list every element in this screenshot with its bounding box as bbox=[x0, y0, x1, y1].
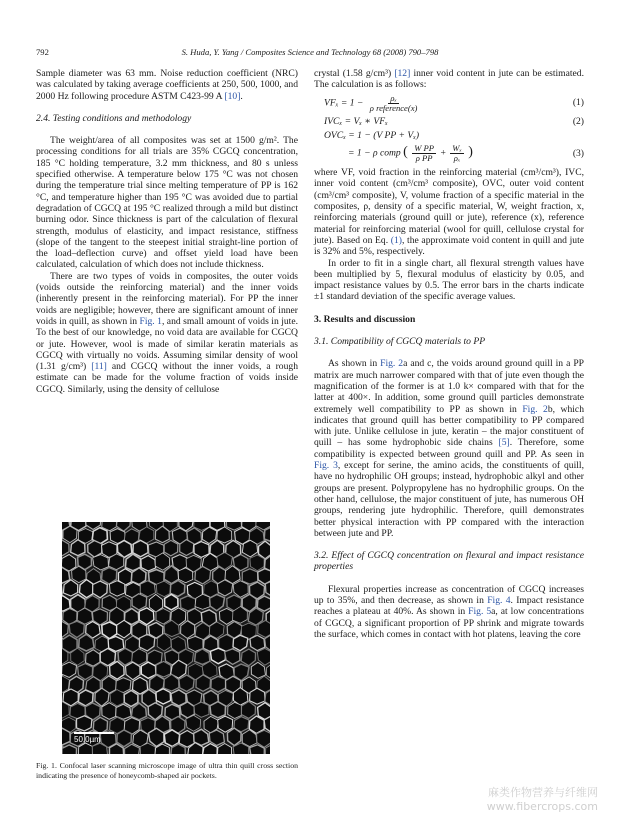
scale-bar bbox=[74, 732, 114, 744]
equation-3a bbox=[314, 130, 584, 141]
air-pocket-cell bbox=[110, 661, 125, 679]
running-title: S. Huda, Y. Yang / Composites Science and Technology 68 (2008) 790–798 bbox=[181, 47, 439, 57]
watermark-line: 麻类作物营养与纤维网 bbox=[488, 786, 598, 799]
honeycomb-pattern bbox=[62, 522, 270, 754]
paragraph-text: Sample diameter was 63 mm. Noise reduction coefficient (NRC) was calculated by taking average coefficients at 250, 500, 1000, and 2000 Hz following procedure ASTM C423-99 A bbox=[36, 68, 298, 102]
paragraph-text: a, at low concentrations of CGCQ, a significant proportion of PP shrink and migrate towards the surface, which comes in contact with hot platens, leaving the core bbox=[314, 606, 584, 640]
air-pocket-cell bbox=[195, 649, 210, 665]
equation-number: (3) bbox=[572, 148, 584, 160]
air-pocket-cell bbox=[156, 581, 171, 597]
fraction bbox=[368, 94, 420, 113]
section-heading: 3. Results and discussion bbox=[314, 313, 416, 325]
paragraph-text: . Impact resistance reaches a plateau at 40%. As shown in bbox=[314, 594, 584, 618]
paren-open: ( bbox=[403, 144, 408, 160]
air-pocket-cell bbox=[62, 540, 69, 555]
air-pocket-cell bbox=[179, 675, 194, 692]
air-pocket-cell bbox=[225, 649, 240, 665]
paragraph-text: where VF, void fraction in the reinforcing material (cm³/cm³), IVC, inner void content (cm³/cm³ composite), OVC, outer void content (cm³/cm³ composite), V, volume fraction of a specific material in the composites, ρ, density of a specific material, W, weight fraction, x, reinforcing materials (ground quill or jute), reference (x), reference material for reinforcing material (wool for quill, cellulose crystal for jute). Based on Eq. bbox=[314, 167, 584, 246]
figure-link[interactable]: Fig. 4 bbox=[487, 594, 511, 606]
air-pocket-cell bbox=[227, 728, 241, 746]
denominator: ρ PP bbox=[415, 153, 433, 164]
left-column bbox=[36, 68, 298, 395]
air-pocket-cell bbox=[100, 648, 115, 665]
air-pocket-cell bbox=[170, 580, 185, 596]
plus-sign: + bbox=[440, 147, 446, 159]
air-pocket-cell bbox=[86, 650, 101, 666]
air-pocket-cell bbox=[219, 608, 233, 624]
air-pocket-cell bbox=[141, 662, 156, 678]
air-pocket-cell bbox=[194, 542, 209, 558]
air-pocket-cell bbox=[180, 596, 195, 611]
air-pocket-cell bbox=[156, 689, 171, 704]
air-pocket-cell bbox=[62, 662, 77, 677]
air-pocket-cell bbox=[164, 540, 178, 556]
right-column bbox=[314, 68, 584, 640]
equation-body: IVCₓ = Vₓ ∗ VFₓ bbox=[324, 115, 388, 127]
numerator: W PP bbox=[414, 143, 435, 154]
page-number: 792 bbox=[36, 47, 49, 57]
air-pocket-cell bbox=[110, 581, 125, 596]
air-pocket-cell bbox=[202, 527, 216, 543]
air-pocket-cell bbox=[139, 634, 154, 651]
site-watermark bbox=[487, 786, 598, 814]
denominator: ρ reference(x) bbox=[369, 102, 418, 113]
figure-caption: Fig. 1. Confocal laser scanning microscope image of ultra thin quill cross section indicating the presence of honeycomb-shaped air pockets. bbox=[36, 761, 298, 780]
air-pocket-cell bbox=[132, 594, 147, 610]
air-pocket-cell bbox=[217, 580, 232, 596]
paragraph-text: a and c, the voids around ground quill in a PP matrix are much narrower compared with that of jute even though the magnification of the former is at 1.0 k× compared with that for the latter at 400×. In addition, some ground quill particles demonstrate extremely well compatibility to PP as shown in bbox=[314, 358, 584, 415]
air-pocket-cell bbox=[156, 609, 170, 625]
air-pocket-cell bbox=[250, 635, 265, 650]
air-pocket-cell bbox=[267, 663, 271, 680]
numerator: Wₓ bbox=[452, 143, 462, 154]
paragraph-text: . bbox=[240, 90, 243, 102]
air-pocket-cell bbox=[233, 635, 248, 650]
citation-link[interactable]: [5] bbox=[498, 437, 510, 449]
equation-number: (1) bbox=[572, 97, 584, 109]
air-pocket-cell bbox=[78, 664, 93, 680]
air-pocket-cell bbox=[118, 648, 133, 665]
citation-link[interactable]: [11] bbox=[91, 361, 107, 373]
subsection-heading: 3.2. Effect of CGCQ concentration on flexural and impact resistance properties bbox=[314, 550, 584, 573]
air-pocket-cell bbox=[62, 745, 77, 754]
air-pocket-cell bbox=[69, 621, 84, 637]
air-pocket-cell bbox=[194, 702, 209, 717]
equation-text: VFₓ = 1 − bbox=[324, 97, 364, 109]
air-pocket-cell bbox=[126, 662, 141, 679]
paragraph bbox=[314, 584, 584, 640]
paragraph bbox=[314, 358, 584, 539]
air-pocket-cell bbox=[209, 730, 224, 745]
air-pocket-cell bbox=[93, 555, 109, 570]
air-pocket-cell bbox=[139, 608, 154, 625]
paragraph-text: , except for serine, the amino acids, the constituents of quill, have no hydrophilic OH groups; instead, hydrophobic alkyl and other groups are present. Polypropylene has no hydrophilic groups. On the other hand, cellulose, the major constituent of jute, has numerous OH groups, rendering jute hydrophilic. Therefore, quill demonstrates better physical interaction with PP compared with the interaction between jute and PP. bbox=[314, 460, 584, 539]
air-pocket-cell bbox=[117, 730, 132, 747]
subsection-heading: 3.1. Compatibility of CGCQ materials to PP bbox=[314, 336, 486, 348]
equation-number: (2) bbox=[572, 115, 584, 127]
paragraph-text: inner void content in jute can be estimated. The calculation is as follows: bbox=[314, 68, 584, 91]
paragraph-text: crystal (1.58 g/cm³) bbox=[314, 68, 395, 79]
air-pocket-cell bbox=[242, 540, 257, 557]
air-pocket-cell bbox=[218, 716, 233, 732]
fraction bbox=[412, 144, 436, 163]
citation-link[interactable]: [10] bbox=[224, 90, 241, 102]
air-pocket-cell bbox=[149, 728, 164, 746]
equation-link[interactable]: (1) bbox=[390, 234, 402, 246]
equation-1 bbox=[314, 94, 584, 113]
air-pocket-cell bbox=[102, 703, 117, 720]
paragraph: In order to fit in a single chart, all flexural strength values have been multiplied by 5, flexural modulus of elasticity by 0.05, and impact resistance values by 0.5. The error bars in the charts indicate ±1 standard deviation of the specific average values. bbox=[314, 257, 584, 303]
section-heading: 2.4. Testing conditions and methodology bbox=[36, 112, 192, 124]
figure-link[interactable]: Fig. 1 bbox=[139, 315, 162, 327]
equation-body bbox=[314, 144, 562, 163]
air-pocket-cell bbox=[210, 648, 225, 664]
paragraph-text: Flexural properties increase as concentration of CGCQ increases up to 35%, and then decrease, as shown in bbox=[314, 583, 584, 606]
equation-3b bbox=[314, 144, 584, 163]
air-pocket-cell bbox=[241, 649, 255, 666]
running-header bbox=[36, 47, 584, 61]
equation-body bbox=[314, 94, 562, 113]
air-pocket-cell bbox=[156, 661, 171, 677]
air-pocket-cell bbox=[210, 594, 225, 610]
air-pocket-cell bbox=[210, 702, 226, 718]
air-pocket-cell bbox=[228, 702, 243, 718]
air-pocket-cell bbox=[265, 581, 270, 598]
citation-link[interactable]: [12] bbox=[394, 68, 411, 79]
air-pocket-cell bbox=[93, 581, 108, 598]
equation-body: OVCₓ = 1 − (V PP + Vₓ) bbox=[324, 129, 420, 141]
equation-text: = 1 − ρ comp bbox=[348, 147, 401, 159]
air-pocket-cell bbox=[242, 569, 257, 584]
paragraph-text: b, which indicates that ground quill has better compatibility to PP compared with jute. Unlike cellulose in jute, keratin – the major constituent of quill – has some hydrophobic side chains bbox=[314, 403, 584, 449]
paragraph bbox=[36, 271, 298, 395]
air-pocket-cell bbox=[251, 662, 265, 678]
figure-link[interactable]: Fig. 2 bbox=[522, 403, 548, 415]
scale-bar-label: 50.0µm bbox=[74, 735, 101, 744]
air-pocket-cell bbox=[217, 744, 231, 755]
paragraph: The weight/area of all composites was set at 1500 g/m². The processing conditions for all trials are 35% CGCQ concentration, 185 °C holding temperature, 3.2 mm thickness, and 80 s unless specified otherwise. A temperature below 175 °C was not chosen during the temperature trial since melting temperature of PP is 162 °C, and temperature higher than 195 °C was avoided due to partial degradation of CGCQ at 195 °C realized through a mild but distinct burning odor. Since thickness is part of the calculation of flexural strength, modulus of elasticity, and impact resistance, stiffness (slope of the tangent to the steepest initial straight-line portion of the load–deflection curve) and offset yield load have been calculated, calculation of which does not include thickness. bbox=[36, 135, 298, 271]
numerator: ρₓ bbox=[390, 92, 397, 103]
paragraph bbox=[314, 68, 584, 91]
denominator: ρₓ bbox=[453, 153, 461, 164]
watermark-line: www.fibercrops.com bbox=[486, 800, 598, 813]
paragraph bbox=[36, 68, 298, 102]
air-pocket-cell bbox=[141, 556, 156, 571]
figure-link[interactable]: Fig. 5 bbox=[468, 606, 492, 618]
figure-link[interactable]: Fig. 2 bbox=[380, 358, 404, 370]
paragraph-text: , and small amount of voids in jute. To the best of our knowledge, no void data are available for CGCQ or jute. However, wool is made of similar keratin materials as CGCQ with virtually no voids. Assuming similar density of wool (1.31 g/cm³) bbox=[36, 315, 298, 373]
paragraph-text: . Therefore, some compatibility is expected between ground quill and PP. As seen in bbox=[314, 437, 584, 460]
paragraph bbox=[314, 167, 584, 257]
scale-bar-line bbox=[74, 732, 114, 734]
air-pocket-cell bbox=[133, 540, 148, 556]
microscope-image bbox=[62, 522, 270, 754]
fraction bbox=[450, 144, 464, 163]
paragraph-text: There are two types of voids in composites, the outer voids (voids outside the reinforcing material) and the inner voids (inherently present in the reinforcing material). For PP the inner voids are negligible; however, there are significant amount of inner voids in quill, as shown in bbox=[36, 270, 298, 327]
air-pocket-cell bbox=[124, 690, 138, 706]
paren-close: ) bbox=[468, 144, 473, 160]
air-pocket-cell bbox=[102, 622, 117, 639]
air-pocket-cell bbox=[233, 581, 248, 598]
air-pocket-cell bbox=[257, 596, 270, 611]
air-pocket-cell bbox=[165, 594, 178, 610]
air-pocket-cell bbox=[186, 715, 201, 731]
air-pocket-cell bbox=[211, 676, 226, 692]
equation-2 bbox=[314, 116, 584, 127]
air-pocket-cell bbox=[250, 555, 264, 571]
paragraph-text: , the approximate void content in quill and jute is 32% and 5%, respectively. bbox=[314, 234, 585, 258]
paragraph-text: As shown in bbox=[328, 358, 381, 370]
figure-link[interactable]: Fig. 3 bbox=[314, 460, 338, 472]
paragraph-text: and CGCQ without the inner voids, a rough estimate can be made for the volume fraction of voids inside CGCQ. Similarly, using the density of cellulose bbox=[36, 361, 298, 395]
air-pocket-cell bbox=[77, 716, 92, 731]
air-pocket-cell bbox=[181, 621, 195, 639]
air-pocket-cell bbox=[258, 569, 270, 585]
